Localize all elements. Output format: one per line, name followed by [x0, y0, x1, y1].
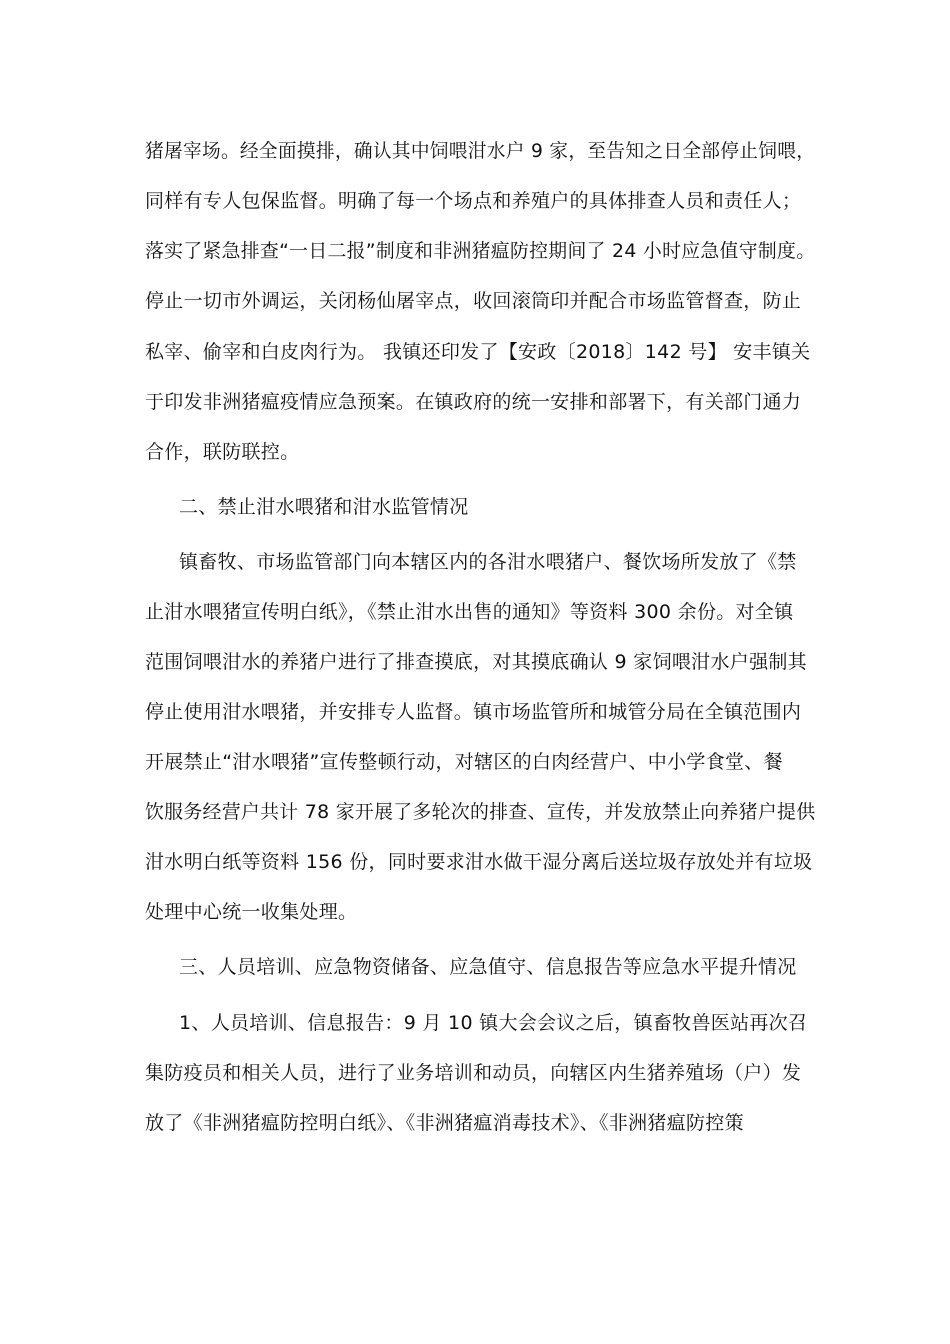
paragraph-line: 范围饲喂泔水的养猪户进行了排查摸底，对其摸底确认 9 家饲喂泔水户强制其	[145, 651, 807, 673]
paragraph-line: 停止一切市外调运，关闭杨仙屠宰点，收回滚筒印并配合市场监管督查，防止	[145, 290, 802, 312]
paragraph-line: 1、人员培训、信息报告：9 月 10 镇大会会议之后，镇畜牧兽医站再次召	[179, 1012, 808, 1034]
paragraph-line: 落实了紧急排查“一日二报”制度和非洲猪瘟防控期间了 24 小时应急值守制度。	[145, 240, 816, 262]
paragraph-line: 泔水明白纸等资料 156 份，同时要求泔水做干湿分离后送垃圾存放处并有垃圾	[145, 851, 813, 873]
paragraph-line: 镇畜牧、市场监管部门向本辖区内的各泔水喂猪户、餐饮场所发放了《禁	[179, 551, 797, 573]
paragraph-line: 开展禁止“泔水喂猪”宣传整顿行动，对辖区的白肉经营户、中小学食堂、餐	[145, 751, 783, 773]
paragraph-line: 饮服务经营户共计 78 家开展了多轮次的排查、宣传，并发放禁止向养猪户提供	[145, 801, 816, 823]
paragraph-line: 集防疫员和相关人员，进行了业务培训和动员，向辖区内生猪养殖场（户）发	[145, 1062, 802, 1084]
paragraph-line: 猪屠宰场。经全面摸排，确认其中饲喂泔水户 9 家，至告知之日全部停止饲喂，	[145, 140, 816, 162]
section-heading: 二、禁止泔水喂猪和泔水监管情况	[179, 496, 469, 518]
paragraph-line: 合作，联防联控。	[145, 441, 300, 463]
paragraph-line: 停止使用泔水喂猪，并安排专人监督。镇市场监管所和城管分局在全镇范围内	[145, 701, 802, 723]
paragraph-line: 止泔水喂猪宣传明白纸》，《禁止泔水出售的通知》等资料 300 余份。对全镇	[145, 601, 794, 623]
paragraph-line: 放了《非洲猪瘟防控明白纸》、《非洲猪瘟消毒技术》、《非洲猪瘟防控策	[145, 1112, 744, 1134]
paragraph-line: 于印发非洲猪瘟疫情应急预案。在镇政府的统一安排和部署下，有关部门通力	[145, 391, 802, 413]
section-heading: 三、人员培训、应急物资储备、应急值守、信息报告等应急水平提升情况	[179, 956, 797, 978]
paragraph-line: 同样有专人包保监督。明确了每一个场点和养殖户的具体排查人员和责任人；	[145, 190, 802, 212]
paragraph-line: 处理中心统一收集处理。	[145, 901, 358, 923]
paragraph-line: 私宰、偷宰和白皮肉行为。 我镇还印发了【安政〔2018〕142 号】 安丰镇关	[145, 341, 811, 363]
